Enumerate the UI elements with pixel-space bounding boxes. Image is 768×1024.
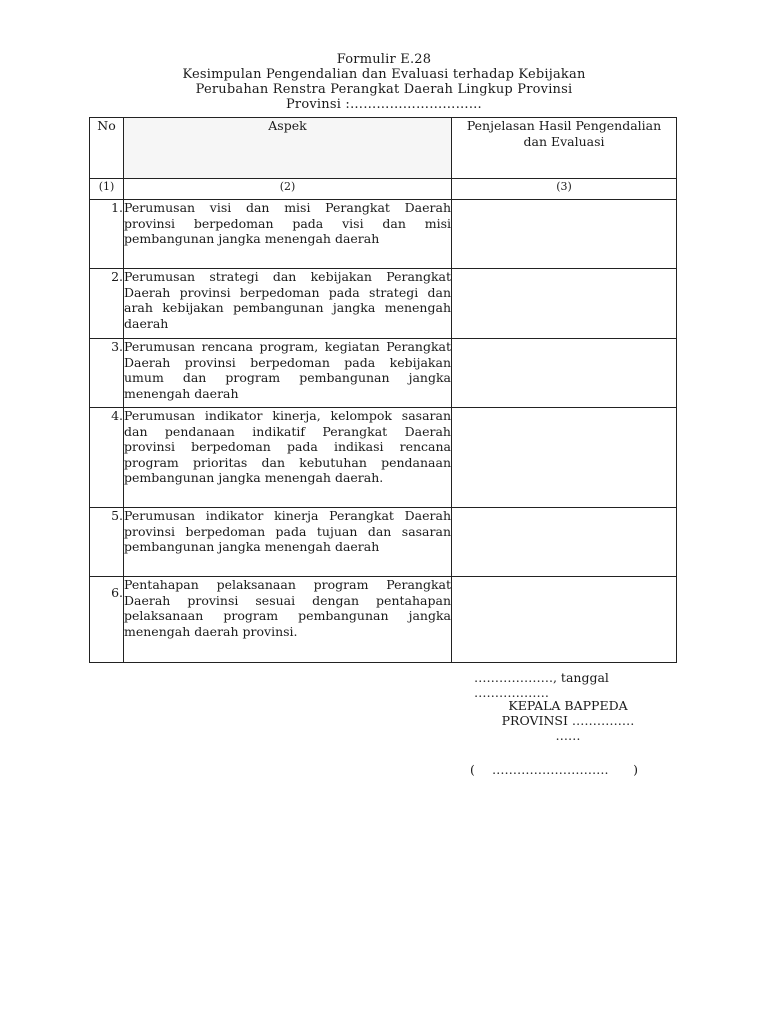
row-number: 6. (90, 577, 124, 663)
signature-title (468, 698, 668, 743)
row-aspek: Pentahapan pelaksanaan program Perangkat Daerah provinsi sesuai dengan pentahapan pelaksanaan program pembangunan jangka menengah daerah provinsi. (124, 577, 452, 663)
table-header-row (90, 118, 677, 179)
table-row (90, 339, 677, 408)
table-row (90, 577, 677, 663)
signature-title-line-2: PROVINSI …………… (501, 713, 635, 728)
row-penjelasan[interactable] (452, 408, 677, 508)
row-number: 3. (90, 339, 124, 408)
column-index-2: (2) (124, 179, 452, 200)
table-row (90, 508, 677, 577)
signature-name-field: ………………………. (492, 762, 609, 777)
signature-title-line-1: KEPALA BAPPEDA (508, 698, 628, 713)
row-aspek: Perumusan rencana program, kegiatan Perangkat Daerah provinsi berpedoman pada kebijakan umum dan program pembangunan jangka menengah daerah (124, 339, 452, 408)
header-penjelasan: Penjelasan Hasil Pengendalian dan Evaluasi (452, 118, 677, 179)
header-no: No (90, 118, 124, 179)
header-aspek: Aspek (124, 118, 452, 179)
row-aspek: Perumusan indikator kinerja, kelompok sasaran dan pendanaan indikatif Perangkat Daerah provinsi berpedoman pada indikasi rencana program prioritas dan kebutuhan pendanaan pembangunan jangka menengah daerah. (124, 408, 452, 508)
row-number: 5. (90, 508, 124, 577)
table-row (90, 269, 677, 339)
row-penjelasan[interactable] (452, 508, 677, 577)
province-field: Provinsi :………………………… (285, 97, 482, 112)
signature-paren-close: ) (633, 762, 638, 777)
signature-place-date: ………………., tanggal (474, 670, 609, 685)
column-index-3: (3) (452, 179, 677, 200)
row-number: 1. (90, 200, 124, 269)
row-penjelasan[interactable] (452, 577, 677, 663)
form-number: Formulir E.28 (336, 52, 432, 67)
table-row (90, 200, 677, 269)
row-aspek: Perumusan strategi dan kebijakan Perangkat Daerah provinsi berpedoman pada strategi dan arah kebijakan pembangunan jangka menengah daerah (124, 269, 452, 339)
form-header (120, 52, 648, 112)
row-penjelasan[interactable] (452, 200, 677, 269)
row-number: 2. (90, 269, 124, 339)
form-title-line-2: Perubahan Renstra Perangkat Daerah Lingkup Provinsi (195, 82, 573, 97)
evaluation-table (89, 117, 677, 663)
row-penjelasan[interactable] (452, 269, 677, 339)
signature-title-line-3: …… (555, 728, 581, 743)
form-title-line-1: Kesimpulan Pengendalian dan Evaluasi terhadap Kebijakan (182, 67, 586, 82)
column-index-row (90, 179, 677, 200)
signature-paren-open: ( (470, 762, 475, 777)
table-row (90, 408, 677, 508)
row-number: 4. (90, 408, 124, 508)
row-penjelasan[interactable] (452, 339, 677, 408)
signature-date-dots: ……………… (474, 685, 549, 700)
row-aspek: Perumusan indikator kinerja Perangkat Daerah provinsi berpedoman pada tujuan dan sasaran pembangunan jangka menengah daerah (124, 508, 452, 577)
row-aspek: Perumusan visi dan misi Perangkat Daerah provinsi berpedoman pada visi dan misi pembangunan jangka menengah daerah (124, 200, 452, 269)
column-index-1: (1) (90, 179, 124, 200)
